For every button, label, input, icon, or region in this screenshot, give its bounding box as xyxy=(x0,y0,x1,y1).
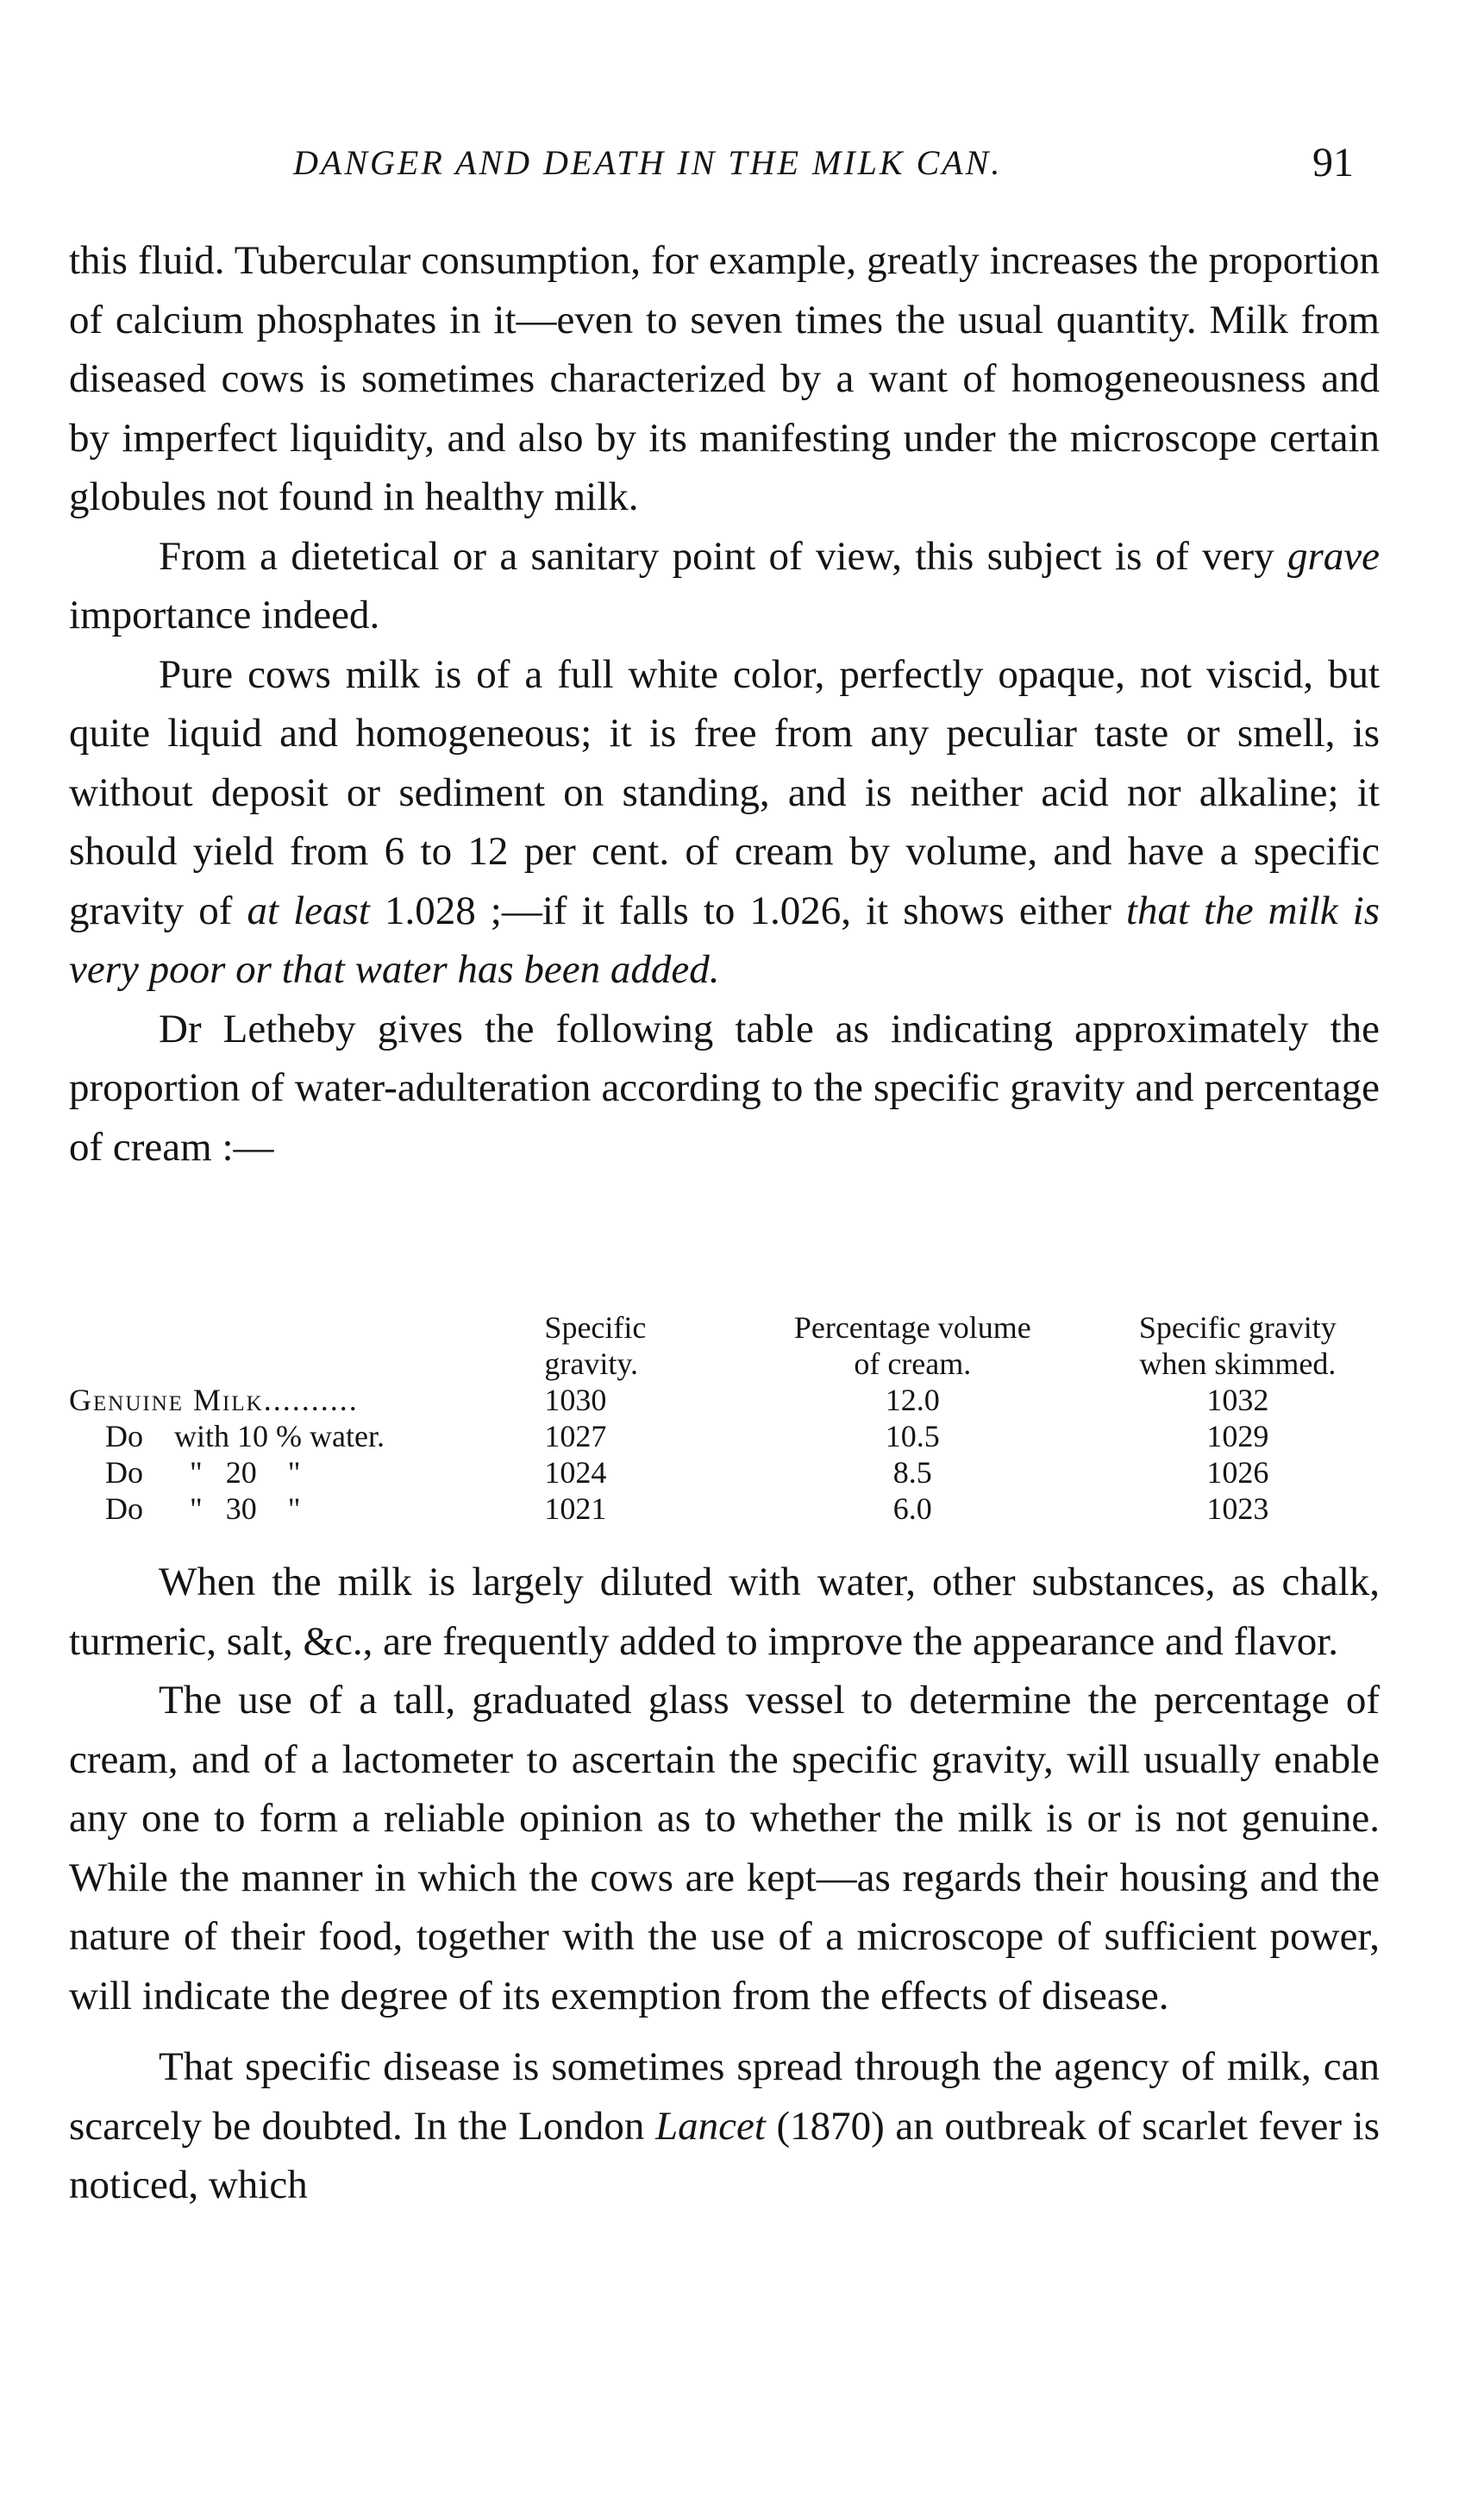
table-cell-percentage: 6.0 xyxy=(892,1491,932,1526)
table-cell-label: Do " 30 " xyxy=(105,1491,301,1526)
paragraph-7-emphasis: Lancet xyxy=(654,2103,766,2149)
header-pct-line-2: of cream. xyxy=(854,1346,972,1381)
paragraph-3-text-a: Pure cows milk is of a full white color, perfectly opaque, not viscid, but quite liquid and homogeneous; it is free from any peculiar taste or smell, is without deposit or sediment on standing, and is neither acid nor alkaline; it should yield from 6 to 12 per cent. of cream by volume, and have a specific gravity of xyxy=(69,651,1380,933)
table-cell-label: Do " 20 " xyxy=(105,1455,301,1490)
paragraph-1: this fluid. Tubercular consumption, for example, greatly increases the proportion of calcium phosphates in it—even to seven times the usual quantity. Milk from diseased cows is sometimes characterized by a want of homogeneousness and by imperfect liquidity, and also by its manifesting under the microscope certain globules not found in healthy milk. xyxy=(69,238,1380,519)
table-cell-specific-gravity: 1024 xyxy=(544,1455,607,1490)
body-text-lower xyxy=(69,1553,1380,2215)
table-cell-label: Genuine Milk.......... xyxy=(69,1383,359,1417)
paragraph-6: The use of a tall, graduated glass vessel to determine the percentage of cream, and of a lactometer to ascertain the specific gravity, will usually enable any one to form a reliable opinion as to whether the milk is or is not genuine. While the manner in which the cows are kept—as regards their housing and the nature of their food, together with the use of a microscope of sufficient power, will indicate the degree of its exemption from the effects of disease. xyxy=(69,1678,1380,2018)
table-cell-specific-gravity: 1021 xyxy=(544,1491,607,1526)
adulteration-table-wrap xyxy=(69,1309,1380,1527)
table-cell-skimmed: 1032 xyxy=(1206,1383,1269,1417)
table-cell-percentage: 10.5 xyxy=(885,1419,940,1453)
table-cell-label: Do with 10 % water. xyxy=(105,1419,385,1453)
table-header-specific-gravity xyxy=(544,1309,729,1382)
table-header-percentage xyxy=(729,1309,1096,1382)
paragraph-5: When the milk is largely diluted with water, other substances, as chalk, turmeric, salt, &c., are frequently added to improve the appearance and flavor. xyxy=(69,1560,1380,1664)
paragraph-4: Dr Letheby gives the following table as indicating approximately the proportion of water-adulteration according to the specific gravity and percentage of cream :— xyxy=(69,1006,1380,1170)
paragraph-7 xyxy=(69,2037,1380,2215)
paragraph-2 xyxy=(69,527,1380,645)
header-sg-line-2: gravity. xyxy=(544,1346,639,1381)
table-cell-skimmed: 1029 xyxy=(1206,1419,1269,1453)
table-row xyxy=(69,1491,1380,1527)
adulteration-table xyxy=(69,1309,1380,1527)
table-cell-specific-gravity: 1027 xyxy=(544,1419,607,1453)
table-header-row xyxy=(69,1309,1380,1382)
table-cell-specific-gravity: 1030 xyxy=(544,1383,607,1417)
table-row xyxy=(69,1382,1380,1418)
page-header xyxy=(69,142,1380,194)
paragraph-7-text-a: That specific disease is sometimes spread through the agency of milk, can scarcely be doubted. In the London xyxy=(69,2044,1380,2149)
table-cell-skimmed: 1023 xyxy=(1206,1491,1269,1526)
paragraph-2-text-a: From a dietetical or a sanitary point of view, this subject is of very xyxy=(159,533,1287,579)
table-row xyxy=(69,1418,1380,1454)
table-header-blank xyxy=(69,1309,544,1382)
paragraph-3-emphasis-1: at least xyxy=(247,888,370,933)
header-sk-line-2: when skimmed. xyxy=(1139,1346,1337,1381)
table-cell-percentage: 12.0 xyxy=(885,1383,940,1417)
paragraph-3-text-b: 1.028 ;—if it falls to 1.026, it shows either xyxy=(369,888,1126,933)
header-pct-line-1: Percentage volume xyxy=(793,1310,1031,1345)
header-sk-line-1: Specific gravity xyxy=(1138,1310,1337,1345)
paragraph-2-text-b: importance indeed. xyxy=(69,593,380,637)
paragraph-7-text-b: (1870) an outbreak of scarlet fever is noticed, which xyxy=(69,2103,1380,2207)
paragraph-3 xyxy=(69,645,1380,1000)
table-cell-skimmed: 1026 xyxy=(1206,1455,1269,1490)
table-header-skimmed xyxy=(1096,1309,1380,1382)
page-number: 91 xyxy=(1312,140,1354,185)
paragraph-3-emphasis-2: that the milk is very poor or that water has been added. xyxy=(69,888,1381,992)
table-row xyxy=(69,1454,1380,1491)
running-head: DANGER AND DEATH IN THE MILK CAN. xyxy=(293,143,1003,182)
body-text-upper xyxy=(69,231,1380,1177)
table-cell-percentage: 8.5 xyxy=(892,1455,932,1490)
paragraph-2-emphasis: grave xyxy=(1287,533,1380,579)
header-sg-line-1: Specific xyxy=(544,1310,647,1345)
